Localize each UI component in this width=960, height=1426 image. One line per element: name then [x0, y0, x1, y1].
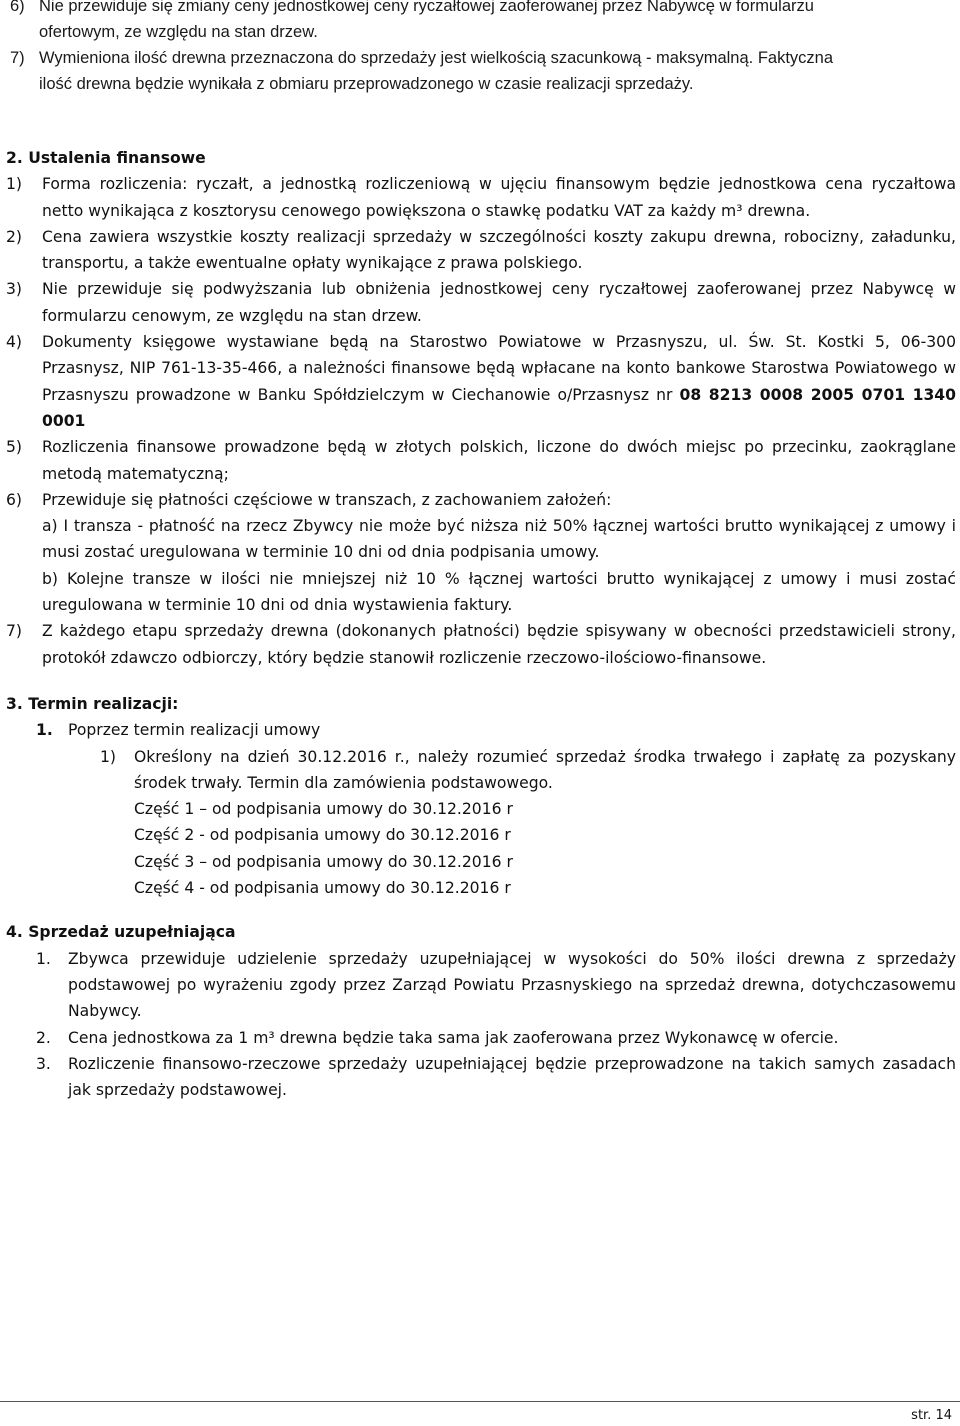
list-item — [6, 434, 956, 487]
page-number: str. 14 — [911, 1408, 952, 1423]
item-text: Nie przewiduje się podwyższania lub obniżenia jednostkowej ceny ryczałtowej zaoferowanej przez Nabywcę w formularzu cenowym, ze względu na stan drzew. — [42, 280, 956, 325]
item-text: Rozliczenie finansowo-rzeczowe sprzedaży uzupełniającej będzie przeprowadzone na takich samych zasadach jak sprzedaży podstawowej. — [68, 1054, 956, 1100]
section-heading: 2. Ustalenia finansowe — [6, 149, 206, 167]
item-number: 1) — [6, 175, 23, 194]
list-item — [6, 1025, 956, 1051]
item-text-line: Wymieniona ilość drewna przeznaczona do sprzedaży jest wielkością szacunkową - maksymalną. Faktyczna — [39, 49, 834, 67]
document-body — [6, 145, 956, 1103]
footer-divider — [0, 1401, 960, 1402]
list-item — [6, 171, 956, 224]
list-item — [6, 744, 956, 797]
item-text: Przewiduje się płatności częściowe w transzach, z zachowaniem założeń: — [42, 490, 612, 509]
intro-list — [10, 0, 950, 97]
list-item — [6, 487, 956, 513]
item-number: 3) — [6, 280, 23, 299]
part-line: Część 1 – od podpisania umowy do 30.12.2016 r — [134, 800, 513, 819]
item-number: 6) — [10, 0, 25, 15]
item-number: 2. — [36, 1028, 51, 1047]
list-item — [6, 717, 956, 743]
item-text: Cena jednostkowa za 1 m³ drewna będzie taka sama jak zaoferowana przez Wykonawcę w ofercie. — [68, 1028, 839, 1047]
spacer — [6, 901, 956, 919]
item-text: Rozliczenia finansowe prowadzone będą w złotych polskich, liczone do dwóch miejsc po przecinku, zaokrąglane metodą matematyczną; — [42, 438, 956, 483]
list-item — [6, 329, 956, 434]
item-text: Określony na dzień 30.12.2016 r., należy rozumieć sprzedaż środka trwałego i zapłatę za pozyskany środek trwały. Termin dla zamówienia podstawowego. — [134, 747, 956, 792]
item-text: Cena zawiera wszystkie koszty realizacji sprzedaży w szczególności koszty zakupu drewna, robocizny, załadunku, transportu, a także ewentualne opłaty wynikające z prawa polskiego. — [42, 227, 956, 273]
list-item — [6, 618, 956, 671]
bank-account-number: 08 8213 0008 2005 0701 1340 0001 — [42, 385, 956, 430]
item-number: 7) — [10, 49, 25, 67]
list-item — [6, 946, 956, 1025]
item-number: 1) — [100, 747, 117, 766]
item-number: 1. — [36, 949, 51, 968]
item-number: 1. — [36, 721, 53, 740]
tranche-a: a) I transza - płatność na rzecz Zbywcy nie może być niższa niż 50% łącznej wartości brutto wynikającej z umowy i musi zostać uregulowana w terminie 10 dni od dnia podpisania umowy. — [42, 517, 956, 562]
section-heading: 4. Sprzedaż uzupełniająca — [6, 923, 236, 942]
item-number: 5) — [6, 438, 23, 457]
item-text: Forma rozliczenia: ryczałt, a jednostką rozliczeniową w ujęciu finansowym będzie jednostkowa cena ryczałtowa netto wynikająca z kosztorysu cenowego powiększona o stawkę podatku VAT za każdy m³ drewna. — [42, 175, 956, 220]
item-text: Z każdego etapu sprzedaży drewna (dokonanych płatności) będzie spisywany w obecności przedstawicieli strony, protokół zdawczo odbiorczy, który będzie stanowił rozliczenie rzeczowo-ilościowo-finansowe. — [42, 622, 956, 667]
item-number: 6) — [6, 490, 23, 509]
item-text-line: Nie przewiduje się zmiany ceny jednostkowej ceny ryczałtowej zaoferowanej przez Nabywcę w formularzu — [39, 0, 814, 15]
part-line: Część 4 - od podpisania umowy do 30.12.2016 r — [134, 879, 511, 898]
item-text: Poprzez termin realizacji umowy — [68, 721, 321, 740]
part-line: Część 2 - od podpisania umowy do 30.12.2016 r — [134, 826, 511, 845]
tranche-b: b) Kolejne transze w ilości nie mniejszej niż 10 % łącznej wartości brutto wynikającej z umowy i musi zostać uregulowana w terminie 10 dni od dnia wystawienia faktury. — [42, 569, 956, 615]
item-text: Dokumenty księgowe wystawiane będą na Starostwo Powiatowe w Przasnyszu, ul. Św. St. Kostki 5, 06-300 Przasnysz, NIP 761-13-35-466, a należności finansowe będą wpłacane na konto bankowe Starostwa Powiatowego w Przasnyszu prowadzone w Banku Spółdzielczym w Ciechanowie o/Przasnysz nr — [42, 333, 956, 404]
spacer — [6, 671, 956, 691]
item-number: 7) — [6, 622, 23, 641]
section-heading: 3. Termin realizacji: — [6, 694, 179, 713]
list-item — [10, 0, 950, 45]
item-number: 3. — [36, 1054, 51, 1073]
item-text: Zbywca przewiduje udzielenie sprzedaży uzupełniającej w wysokości do 50% ilości drewna z sprzedaży podstawowej po wyrażeniu zgody przez Zarząd Powiatu Przasnyskiego na sprzedaż drewna, dotychczasowemu Nabywcy. — [68, 949, 956, 1021]
list-item — [6, 224, 956, 277]
list-item — [10, 45, 950, 97]
item-number: 2) — [6, 227, 23, 246]
list-item — [6, 276, 956, 329]
item-text-line: ilość drewna będzie wynikała z obmiaru przeprowadzonego w czasie realizacji sprzedaży. — [39, 75, 694, 93]
list-item — [6, 1051, 956, 1104]
item-text-line: ofertowym, ze względu na stan drzew. — [39, 23, 318, 41]
item-number: 4) — [6, 333, 23, 352]
part-line: Część 3 – od podpisania umowy do 30.12.2016 r — [134, 852, 513, 871]
